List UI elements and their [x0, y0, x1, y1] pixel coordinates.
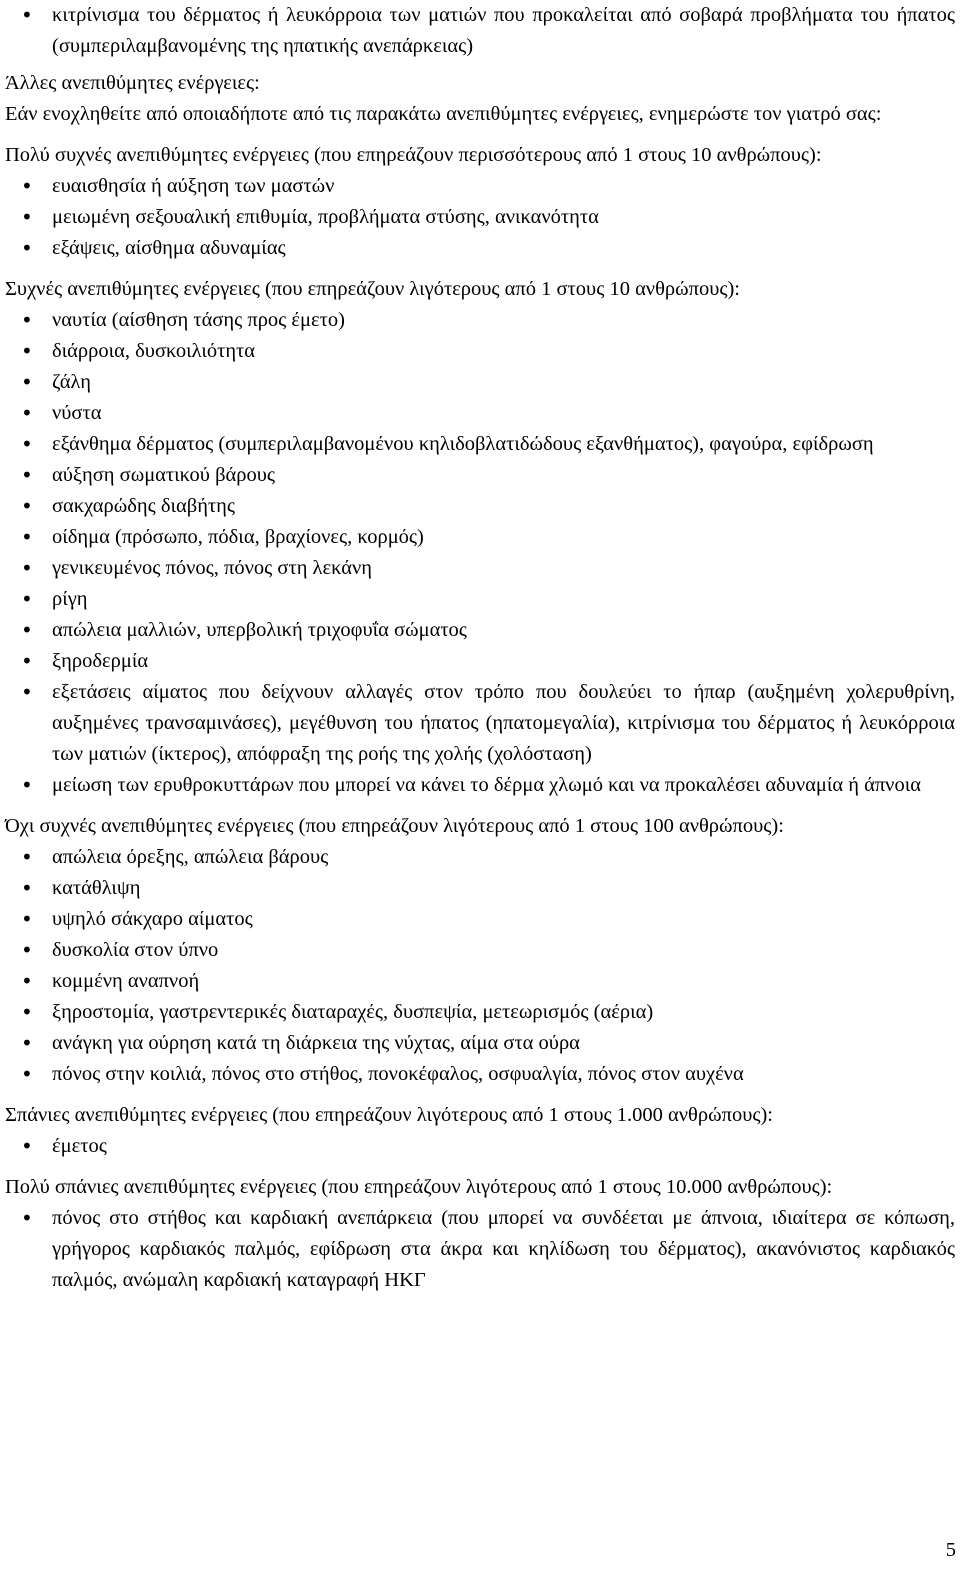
list-item: • έμετος	[5, 1131, 955, 1162]
section-heading: Όχι συχνές ανεπιθύμητες ενέργειες (που επηρεάζουν λιγότερους από 1 στους 100 ανθρώπους):	[5, 815, 784, 837]
very-rare-section	[5, 1172, 955, 1296]
section-heading: Πολύ σπάνιες ανεπιθύμητες ενέργειες (που επηρεάζουν λιγότερους από 1 στους 10.000 ανθρώπους):	[5, 1176, 833, 1198]
document-page	[5, 0, 955, 1296]
list-item: • ρίγη	[5, 584, 955, 615]
uncommon-list	[5, 842, 955, 1090]
list-item: • εξάνθημα δέρματος (συμπεριλαμβανομένου κηλιδοβλατιδώδους εξανθήματος), φαγούρα, εφίδρωση	[5, 429, 955, 460]
other-effects-heading: Άλλες ανεπιθύμητες ενέργειες:	[5, 72, 260, 94]
list-item: • κομμένη αναπνοή	[5, 966, 955, 997]
other-effects-intro: Εάν ενοχληθείτε από οποιαδήποτε από τις παρακάτω ανεπιθύμητες ενέργειες, ενημερώστε τον γιατρό σας:	[5, 103, 882, 125]
list-item: • οίδημα (πρόσωπο, πόδια, βραχίονες, κορμός)	[5, 522, 955, 553]
uncommon-section	[5, 811, 955, 1090]
very-common-section	[5, 140, 955, 264]
list-item: • νύστα	[5, 398, 955, 429]
list-item: • εξετάσεις αίματος που δείχνουν αλλαγές στον τρόπο που δουλεύει το ήπαρ (αυξημένη χολερυθρίνη, αυξημένες τρανσαμινάσες), μεγέθυνση του ήπατος (ηπατομεγαλία), κιτρίνισμα του δέρματος ή λευκόρροια των ματιών (ίκτερος), απόφραξη της ροής της χολής (χολόσταση)	[5, 677, 955, 770]
list-item: • ανάγκη για ούρηση κατά τη διάρκεια της νύχτας, αίμα στα ούρα	[5, 1028, 955, 1059]
list-item: • δυσκολία στον ύπνο	[5, 935, 955, 966]
section-heading: Σπάνιες ανεπιθύμητες ενέργειες (που επηρεάζουν λιγότερους από 1 στους 1.000 ανθρώπους):	[5, 1104, 773, 1126]
list-item: • σακχαρώδης διαβήτης	[5, 491, 955, 522]
list-item: • απώλεια όρεξης, απώλεια βάρους	[5, 842, 955, 873]
common-list	[5, 305, 955, 801]
list-item: • μειωμένη σεξουαλική επιθυμία, προβλήματα στύσης, ανικανότητα	[5, 202, 955, 233]
list-item: • μείωση των ερυθροκυττάρων που μπορεί να κάνει το δέρμα χλωμό και να προκαλέσει αδυναμία ή άπνοια	[5, 770, 955, 801]
list-item: • ξηροστομία, γαστρεντερικές διαταραχές, δυσπεψία, μετεωρισμός (αέρια)	[5, 997, 955, 1028]
list-item: • ευαισθησία ή αύξηση των μαστών	[5, 171, 955, 202]
list-item: • γενικευμένος πόνος, πόνος στη λεκάνη	[5, 553, 955, 584]
list-item: • εξάψεις, αίσθημα αδυναμίας	[5, 233, 955, 264]
list-item: • απώλεια μαλλιών, υπερβολική τριχοφυΐα σώματος	[5, 615, 955, 646]
rare-section	[5, 1100, 955, 1162]
section-heading: Πολύ συχνές ανεπιθύμητες ενέργειες (που επηρεάζουν περισσότερους από 1 στους 10 ανθρώπους):	[5, 144, 822, 166]
list-item: • διάρροια, δυσκοιλιότητα	[5, 336, 955, 367]
list-item: • ναυτία (αίσθηση τάσης προς έμετο)	[5, 305, 955, 336]
list-item: • πόνος στο στήθος και καρδιακή ανεπάρκεια (που μπορεί να συνδέεται με άπνοια, ιδιαίτερα σε κόπωση, γρήγορος καρδιακός παλμός, εφίδρωση στα άκρα και κηλίδωση του δέρματος), ακανόνιστος καρδιακός παλμός, ανώμαλη καρδιακή καταγραφή ΗΚΓ	[5, 1203, 955, 1296]
page-number: 5	[945, 1539, 956, 1561]
very-common-list	[5, 171, 955, 264]
list-item: • κιτρίνισμα του δέρματος ή λευκόρροια των ματιών που προκαλείται από σοβαρά προβλήματα του ήπατος (συμπεριλαμβανομένης της ηπατικής ανεπάρκειας)	[5, 0, 955, 62]
very-rare-list	[5, 1203, 955, 1296]
section-heading: Συχνές ανεπιθύμητες ενέργειες (που επηρεάζουν λιγότερους από 1 στους 10 ανθρώπους):	[5, 278, 741, 300]
list-item: • αύξηση σωματικού βάρους	[5, 460, 955, 491]
list-item: • κατάθλιψη	[5, 873, 955, 904]
common-section	[5, 274, 955, 801]
list-item: • πόνος στην κοιλιά, πόνος στο στήθος, πονοκέφαλος, οσφυαλγία, πόνος στον αυχένα	[5, 1059, 955, 1090]
list-item: • υψηλό σάκχαρο αίματος	[5, 904, 955, 935]
rare-list	[5, 1131, 955, 1162]
list-item: • ξηροδερμία	[5, 646, 955, 677]
list-item: • ζάλη	[5, 367, 955, 398]
intro-list	[5, 0, 955, 62]
